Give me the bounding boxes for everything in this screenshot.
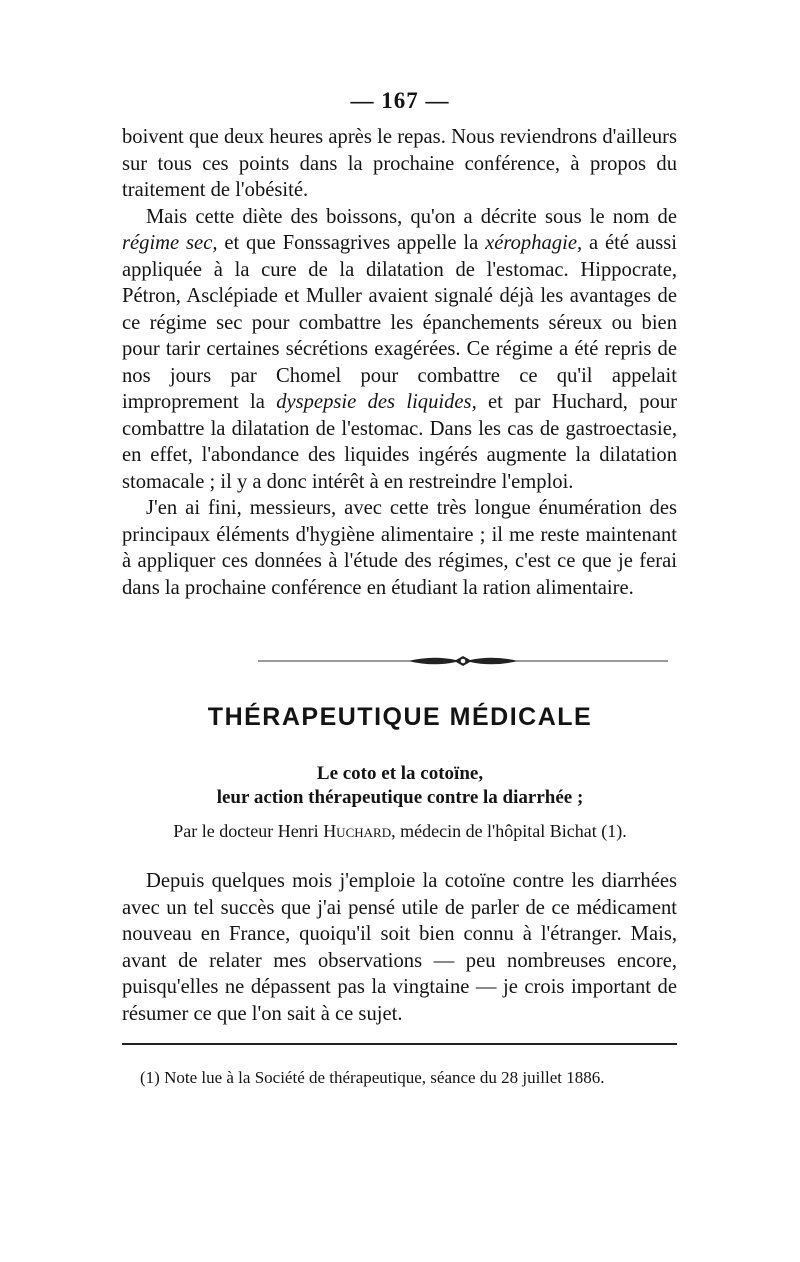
article-title (0, 762, 800, 810)
article-intro-paragraph: Depuis quelques mois j'emploie la cotoïne contre les diarrhées avec un tel succès que j'ai pensé utile de parler de ce médicament nouveau en France, quoiqu'il soit bien connu à l'étranger. Mais, avant de relater mes observations — peu nombreuses encore, puisqu'elles ne dépassent pas la vingtaine — je crois important de résumer ce que l'on sait à ce sujet. (122, 870, 677, 1025)
article-body (122, 868, 677, 1027)
article-title-line-1: Le coto et la cotoïne, (316, 763, 484, 784)
byline-author: Huchard (323, 821, 392, 841)
italic-term-regime-sec: régime sec, (122, 232, 218, 254)
body-text (122, 124, 677, 601)
page-number: — 167 — (350, 88, 450, 113)
italic-term-xerophagie: xérophagie, (485, 232, 583, 254)
text-run: a été aussi appliquée à la cure de la dilatation de l'estomac. Hippocrate, Pétron, Asclépiade et Muller avaient signalé déjà les avantages de ce régime sec pour combattre les épanchements séreux ou bien pour tarir certaines sécrétions exagérées. Ce régime a été repris de nos jours par Chomel pour combattre ce qu'il appelait improprement la (122, 232, 677, 413)
text-run: et que Fonssagrives appelle la (217, 232, 486, 254)
text-run: et par Huchard, pour combattre la dilatation de l'estomac. Dans les cas de gastroectasie, en effet, l'abondance des liquides ingérés augmente la dilatation stomacale ; il y a donc intérêt à en restreindre l'emploi. (122, 391, 677, 493)
text-run: Mais cette diète des boissons, qu'on a décrite sous le nom de (146, 205, 677, 228)
paragraph-conclusion: J'en ai fini, messieurs, avec cette très longue énumération des principaux éléments d'hygiène alimentaire ; il me reste maintenant à appliquer ces données à l'étude des régimes, c'est ce que je ferai dans la prochaine conférence en étudiant la ration alimentaire. (122, 497, 677, 599)
paragraph-dry-diet (122, 204, 677, 496)
ornament-divider (258, 650, 668, 672)
byline-suffix: , médecin de l'hôpital Bichat (1). (391, 821, 627, 841)
article-title-line-2: leur action thérapeutique contre la diarrhée ; (216, 787, 584, 808)
section-title: THÉRAPEUTIQUE MÉDICALE (207, 703, 593, 731)
byline-prefix: Par le docteur Henri (173, 821, 324, 841)
footnote-rule (122, 1043, 677, 1045)
paragraph-continuation: boivent que deux heures après le repas. Nous reviendrons d'ailleurs sur tous ces points dans la prochaine conférence, à propos du traitement de l'obésité. (122, 126, 677, 201)
italic-term-dyspepsie: dyspepsie des liquides, (276, 391, 477, 413)
footnote: (1) Note lue à la Société de thérapeutique, séance du 28 juillet 1886. (140, 1068, 605, 1087)
byline (0, 821, 800, 842)
